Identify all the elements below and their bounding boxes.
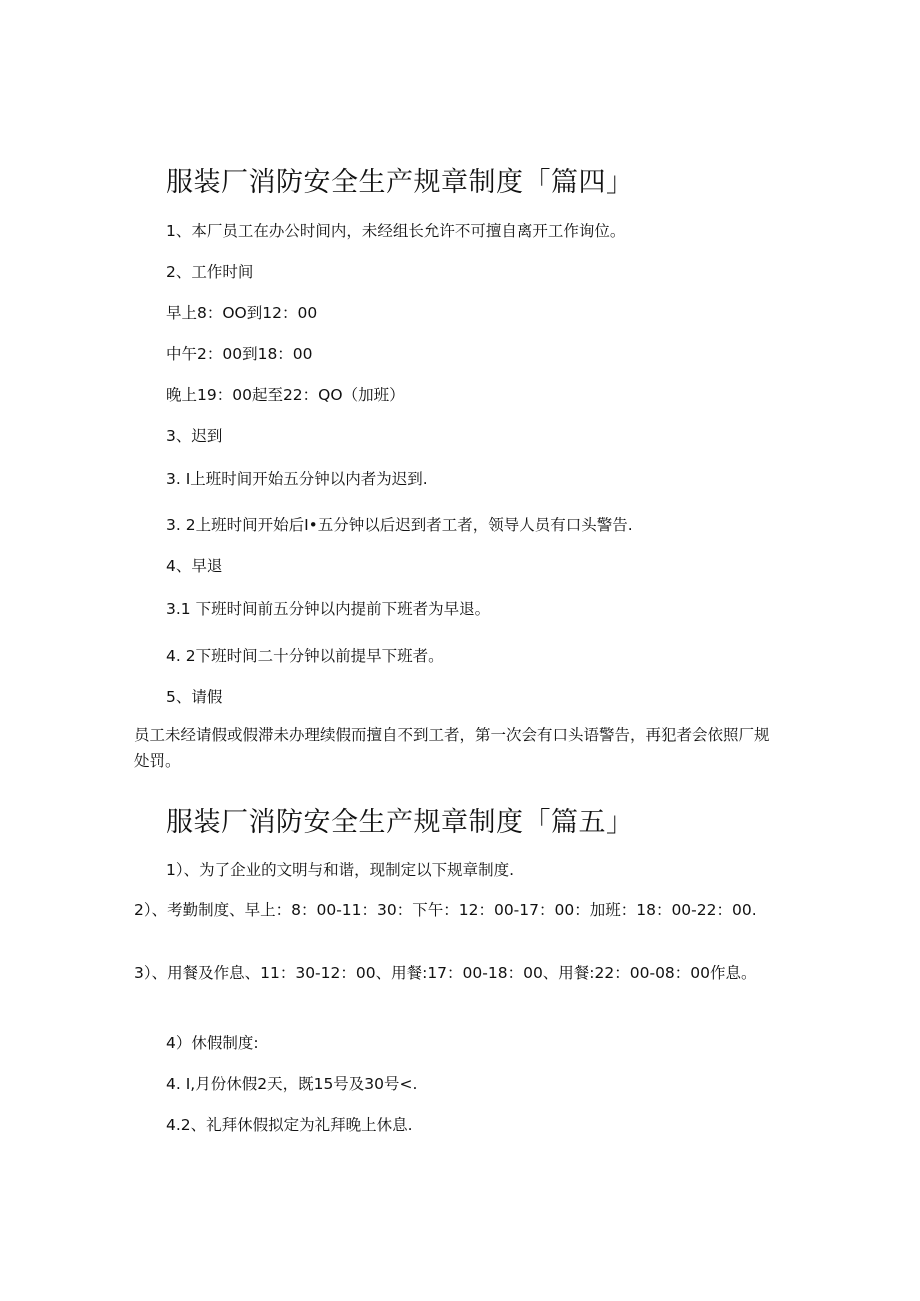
rule5-line-5: 4. I,月份休假2天，既15号及30号<.	[166, 1075, 418, 1093]
rule5-line-4: 4）休假制度:	[166, 1034, 259, 1052]
leave-policy-paragraph: 员工未经请假或假滞未办理续假而擅自不到工者，第一次会有口头语警告，再犯者会依照厂规处罚。	[134, 726, 770, 770]
section-title-part4: 服装厂消防安全生产规章制度「篇四」	[166, 167, 634, 198]
rule-line-6: 3、迟到	[166, 427, 223, 445]
rule-line-5: 晚上19：00起至22：QO（加班）	[166, 386, 405, 404]
rule-line-1: 1、本厂员工在办公时间内，未经组长允许不可擅自离开工作询位。	[166, 222, 626, 240]
section-title-part5: 服装厂消防安全生产规章制度「篇五」	[166, 807, 634, 838]
rule5-line-1: 1）、为了企业的文明与和谐，现制定以下规章制度.	[166, 861, 515, 879]
rule5-line-6: 4.2、礼拜休假拟定为礼拜晚上休息.	[166, 1116, 413, 1134]
rule-line-12: 5、请假	[166, 688, 223, 706]
rule5-attendance-paragraph: 2）、考勤制度、早上：8：00-11：30：下午：12：00-17：00：加班：18：00-22：00.	[134, 901, 757, 919]
rule-line-9: 4、早退	[166, 557, 223, 575]
rule-line-2: 2、工作时间	[166, 263, 254, 281]
rule-line-11: 4. 2下班时间二十分钟以前提早下班者。	[166, 647, 444, 665]
rule-line-3: 早上8：OO到12：00	[166, 304, 318, 322]
rule-line-10: 3.1 下班时间前五分钟以内提前下班者为早退。	[166, 600, 491, 618]
rule-line-7: 3. I上班时间开始五分钟以内者为迟到.	[166, 470, 428, 488]
rule-line-4: 中午2：00到18：00	[166, 345, 313, 363]
rule5-meal-paragraph: 3）、用餐及作息、11：30-12：00、用餐:17：00-18：00、用餐:22：00-08：00作息。	[134, 964, 757, 982]
rule-line-8: 3. 2上班时间开始后I•五分钟以后迟到者工者，领导人员有口头警告.	[166, 516, 633, 534]
